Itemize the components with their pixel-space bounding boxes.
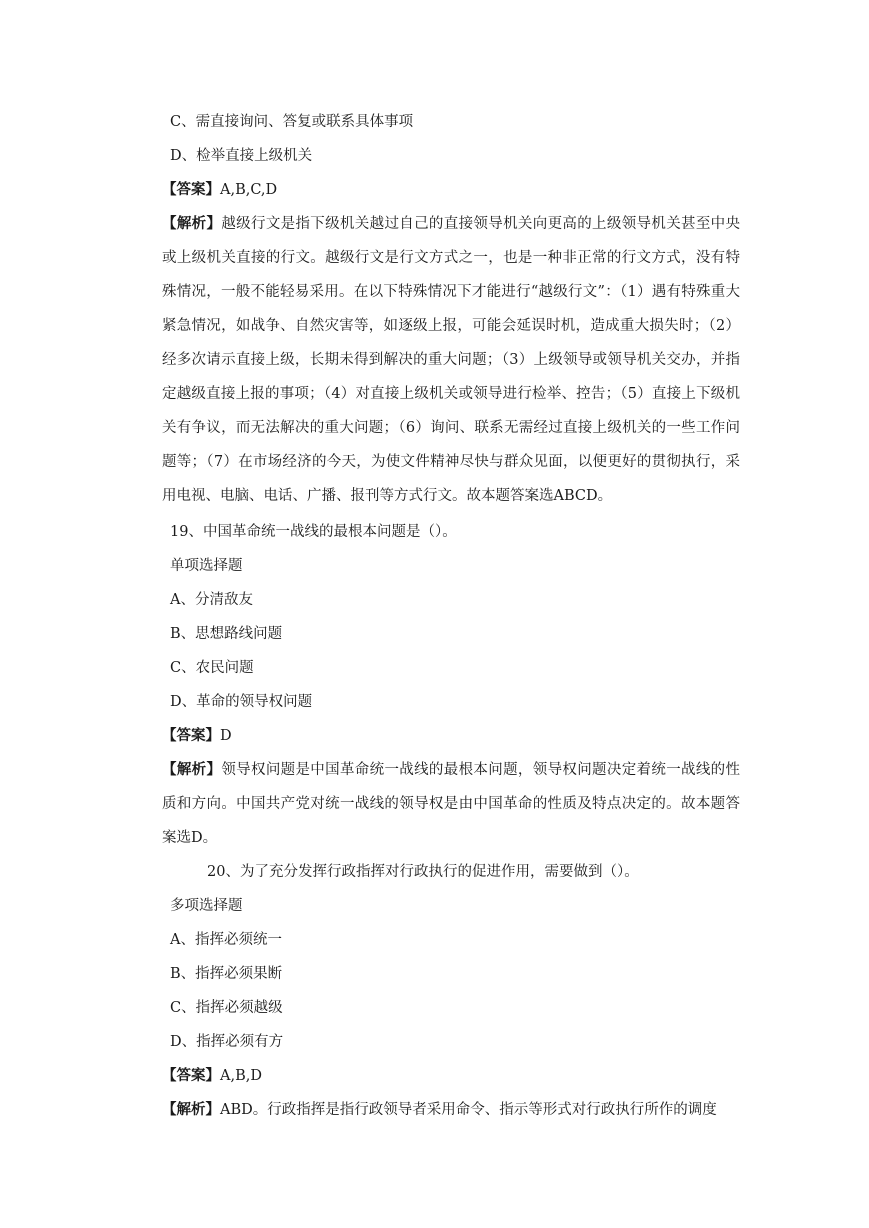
- prev-option-c: C、需直接询问、答复或联系具体事项: [170, 114, 414, 130]
- q19-explanation: [162, 753, 740, 855]
- answer-value: A,B,D: [220, 1068, 262, 1084]
- answer-value: D: [220, 728, 232, 744]
- answer-label: 【答案】: [162, 727, 220, 744]
- explanation-text: 领导权问题是中国革命统一战线的最根本问题，领导权问题决定着统一战线的性质和方向。中国共产党对统一战线的领导权是由中国革命的性质及特点决定的。故本题答案选D。: [162, 762, 741, 846]
- explanation-text: 越级行文是指下级机关越过自己的直接领导机关向更高的上级领导机关甚至中央或上级机关直接的行文。越级行文是行文方式之一，也是一种非正常的行文方式，没有特殊情况，一般不能轻易采用。在以下特殊情况下才能进行“越级行文”：（1）遇有特殊重大紧急情况，如战争、自然灾害等，如逐级上报，可能会延误时机，造成重大损失时；（2）经多次请示直接上级，长期未得到解决的重大问题；（3）上级领导或领导机关交办，并指定越级直接上报的事项；（4）对直接上级机关或领导进行检举、控告；（5）直接上下级机关有争议，而无法解决的重大问题；（6）询问、联系无需经过直接上级机关的一些工作问题等；（7）在市场经济的今天，为使文件精神尽快与群众见面，以便更好的贯彻执行，采用电视、电脑、电话、广播、报刊等方式行文。故本题答案选ABCD。: [162, 216, 741, 504]
- prev-option-d: D、检举直接上级机关: [170, 148, 313, 164]
- answer-value: A,B,C,D: [220, 182, 278, 198]
- explanation-label: 【解析】: [162, 1101, 220, 1118]
- q19-stem: 19、中国革命统一战线的最根本问题是（）。: [170, 524, 457, 540]
- explanation-text: ABD。行政指挥是指行政领导者采用命令、指示等形式对行政执行所作的调度: [220, 1102, 717, 1118]
- answer-label: 【答案】: [162, 181, 220, 198]
- q20-explanation: [162, 1093, 740, 1127]
- q19-option-a: A、分清敌友: [170, 592, 253, 608]
- q19-answer: [162, 726, 232, 746]
- q19-option-c: C、农民问题: [170, 660, 254, 676]
- q20-option-c: C、指挥必须越级: [170, 1000, 283, 1016]
- prev-answer: [162, 180, 277, 200]
- q20-option-d: D、指挥必须有方: [170, 1034, 284, 1050]
- explanation-label: 【解析】: [162, 761, 222, 778]
- explanation-label: 【解析】: [162, 215, 222, 232]
- q19-type: 单项选择题: [170, 558, 243, 574]
- q20-type: 多项选择题: [170, 898, 243, 914]
- q20-option-b: B、指挥必须果断: [170, 966, 283, 982]
- q20-option-a: A、指挥必须统一: [170, 932, 282, 948]
- q19-option-b: B、思想路线问题: [170, 626, 283, 642]
- prev-explanation: [162, 207, 740, 513]
- q20-answer: [162, 1066, 262, 1086]
- answer-label: 【答案】: [162, 1067, 220, 1084]
- q19-option-d: D、革命的领导权问题: [170, 694, 313, 710]
- q20-stem: 20、为了充分发挥行政指挥对行政执行的促进作用，需要做到（）。: [207, 864, 639, 880]
